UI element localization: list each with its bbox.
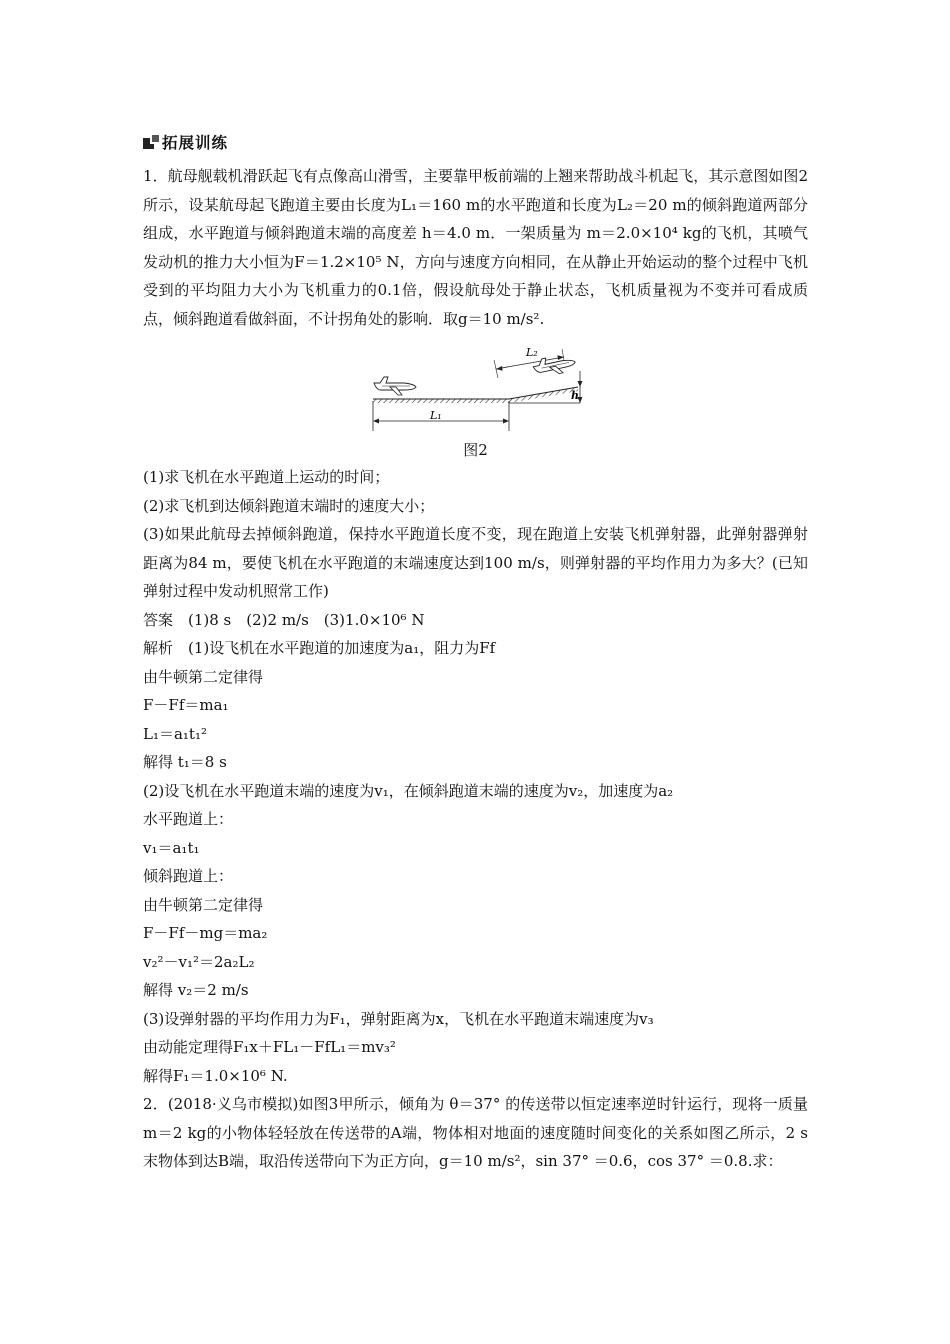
solution-line: 水平跑道上： — [143, 810, 234, 828]
runway-diagram — [368, 339, 588, 439]
figure-2 — [143, 339, 808, 439]
problem-2-statement: 2．(2018·义乌市模拟)如图3甲所示，倾角为 θ＝37° 的传送带以恒定速率逆时针运行，现将一质量m＝2 kg的小物体轻轻放在传送带的A端，物体相对地面的速度随时间变化的关系如图乙所示，2 s末物体到达B端，取沿传送带向下为正方向，g＝10 m/s²，sin 37° ＝0.6，cos 37° ＝0.8.求： — [143, 1095, 808, 1170]
solution-line: 解得 t₁＝8 s — [143, 753, 227, 771]
question-1: (1)求飞机在水平跑道上运动的时间； — [143, 468, 390, 486]
solution-line: 解得 v₂＝2 m/s — [143, 981, 249, 999]
solution-line: F－Ff－mg＝ma₂ — [143, 924, 268, 942]
inclined-runway — [509, 387, 578, 403]
horizontal-runway — [373, 399, 509, 403]
section-title: 拓展训练 — [162, 134, 229, 152]
airplane-icon — [374, 377, 416, 395]
figure-caption: 图2 — [463, 441, 488, 459]
solution-line: 由牛顿第二定律得 — [143, 895, 264, 914]
solution-line: 由牛顿第二定律得 — [143, 667, 264, 686]
solution-line: F－Ff＝ma₁ — [143, 696, 229, 714]
solution-line: 由动能定理得F₁x＋FL₁－FfL₁＝mv₃² — [143, 1038, 396, 1056]
label-L2: L₂ — [526, 346, 538, 359]
document-page — [143, 130, 808, 1176]
solution-line: v₁＝a₁t₁ — [143, 838, 200, 857]
airplane-icon — [532, 352, 577, 378]
answer-line: 答案 (1)8 s (2)2 m/s (3)1.0×10⁶ N — [143, 610, 425, 629]
section-marker-icon — [143, 135, 157, 149]
solution-line: v₂²－v₁²＝2a₂L₂ — [143, 952, 255, 971]
section-heading — [143, 130, 808, 154]
label-L1: L₁ — [430, 409, 442, 422]
solution-line: 倾斜跑道上： — [143, 867, 234, 885]
label-h: h — [571, 389, 579, 402]
solution-line: 解析 (1)设飞机在水平跑道的加速度为a₁，阻力为Ff — [143, 639, 496, 657]
solution-line: (2)设飞机在水平跑道末端的速度为v₁，在倾斜跑道末端的速度为v₂，加速度为a₂ — [143, 781, 674, 800]
question-3: (3)如果此航母去掉倾斜跑道，保持水平跑道长度不变，现在跑道上安装飞机弹射器，此弹射器弹射距离为84 m，要使飞机在水平跑道的末端速度达到100 m/s，则弹射器的平均作用力为多大？(已知弹射过程中发动机照常工作) — [143, 525, 808, 600]
question-2: (2)求飞机到达倾斜跑道末端时的速度大小； — [143, 496, 435, 515]
solution-line: 解得F₁＝1.0×10⁶ N. — [143, 1066, 288, 1085]
solution-line: (3)设弹射器的平均作用力为F₁，弹射距离为x，飞机在水平跑道末端速度为v₃ — [143, 1009, 654, 1028]
solution-line: L₁＝a₁t₁² — [143, 724, 207, 743]
problem-1-statement: 1．航母舰载机滑跃起飞有点像高山滑雪，主要靠甲板前端的上翘来帮助战斗机起飞，其示意图如图2所示，设某航母起飞跑道主要由长度为L₁＝160 m的水平跑道和长度为L₂＝20 m的倾斜跑道两部分组成，水平跑道与倾斜跑道末端的高度差 h＝4.0 m．一架质量为 m＝2.0×10⁴ kg的飞机，其喷气发动机的推力大小恒为F＝1.2×10⁵ N，方向与速度方向相同，在从静止开始运动的整个过程中飞机受到的平均阻力大小为飞机重力的0.1倍，假设航母处于静止状态，飞机质量视为不变并可看成质点，倾斜跑道看做斜面，不计拐角处的影响．取g＝10 m/s². — [143, 167, 808, 328]
